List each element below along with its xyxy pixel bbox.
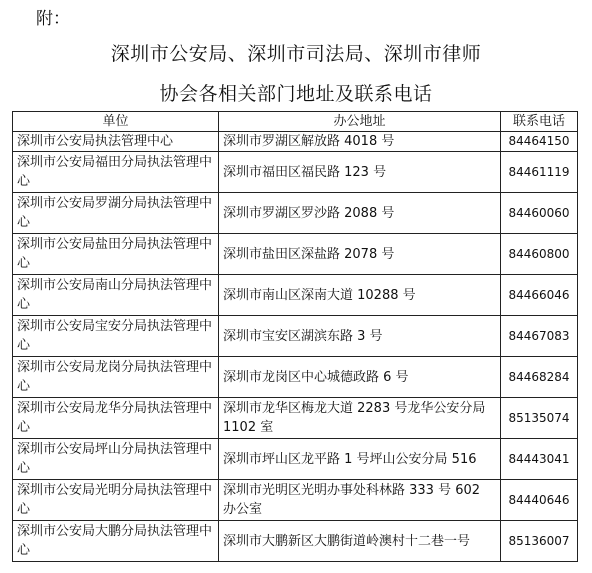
address-cell: 深圳市罗湖区罗沙路 2088 号 bbox=[219, 193, 501, 234]
unit-cell: 深圳市公安局福田分局执法管理中心 bbox=[13, 152, 219, 193]
table-row bbox=[13, 521, 578, 562]
phone-cell: 85136007 bbox=[501, 521, 578, 562]
unit-cell: 深圳市公安局坪山分局执法管理中心 bbox=[13, 439, 219, 480]
table-row bbox=[13, 234, 578, 275]
unit-cell: 深圳市公安局龙华分局执法管理中心 bbox=[13, 398, 219, 439]
unit-cell: 深圳市公安局执法管理中心 bbox=[13, 132, 219, 152]
phone-cell: 84466046 bbox=[501, 275, 578, 316]
phone-cell: 84440646 bbox=[501, 480, 578, 521]
phone-cell: 84460800 bbox=[501, 234, 578, 275]
table-row bbox=[13, 193, 578, 234]
phone-cell: 84467083 bbox=[501, 316, 578, 357]
table-row bbox=[13, 480, 578, 521]
address-cell: 深圳市盐田区深盐路 2078 号 bbox=[219, 234, 501, 275]
attachment-label: 附： bbox=[36, 9, 70, 29]
contact-table bbox=[12, 111, 578, 562]
table-row bbox=[13, 357, 578, 398]
unit-cell: 深圳市公安局龙岗分局执法管理中心 bbox=[13, 357, 219, 398]
phone-cell: 84468284 bbox=[501, 357, 578, 398]
unit-cell: 深圳市公安局盐田分局执法管理中心 bbox=[13, 234, 219, 275]
phone-cell: 84464150 bbox=[501, 132, 578, 152]
phone-cell: 84460060 bbox=[501, 193, 578, 234]
address-cell: 深圳市龙岗区中心城德政路 6 号 bbox=[219, 357, 501, 398]
unit-cell: 深圳市公安局光明分局执法管理中心 bbox=[13, 480, 219, 521]
phone-cell: 84461119 bbox=[501, 152, 578, 193]
address-cell: 深圳市宝安区湖滨东路 3 号 bbox=[219, 316, 501, 357]
unit-cell: 深圳市公安局宝安分局执法管理中心 bbox=[13, 316, 219, 357]
unit-cell: 深圳市公安局大鹏分局执法管理中心 bbox=[13, 521, 219, 562]
unit-cell: 深圳市公安局罗湖分局执法管理中心 bbox=[13, 193, 219, 234]
address-cell: 深圳市大鹏新区大鹏街道岭澳村十二巷一号 bbox=[219, 521, 501, 562]
table-row bbox=[13, 132, 578, 152]
table-row bbox=[13, 152, 578, 193]
address-cell: 深圳市龙华区梅龙大道 2283 号龙华公安分局 1102 室 bbox=[219, 398, 501, 439]
document-title-line-1: 深圳市公安局、深圳市司法局、深圳市律师 bbox=[110, 43, 482, 65]
address-cell: 深圳市罗湖区解放路 4018 号 bbox=[219, 132, 501, 152]
column-header-phone: 联系电话 bbox=[501, 112, 578, 132]
column-header-address: 办公地址 bbox=[219, 112, 501, 132]
column-header-unit: 单位 bbox=[13, 112, 219, 132]
table-header-row bbox=[13, 112, 578, 132]
phone-cell: 84443041 bbox=[501, 439, 578, 480]
phone-cell: 85135074 bbox=[501, 398, 578, 439]
table-row bbox=[13, 398, 578, 439]
address-cell: 深圳市坪山区龙平路 1 号坪山公安分局 516 bbox=[219, 439, 501, 480]
table-row bbox=[13, 275, 578, 316]
table-row bbox=[13, 439, 578, 480]
address-cell: 深圳市福田区福民路 123 号 bbox=[219, 152, 501, 193]
document-title-line-2: 协会各相关部门地址及联系电话 bbox=[159, 83, 433, 105]
table-row bbox=[13, 316, 578, 357]
address-cell: 深圳市南山区深南大道 10288 号 bbox=[219, 275, 501, 316]
address-cell: 深圳市光明区光明办事处科林路 333 号 602 办公室 bbox=[219, 480, 501, 521]
unit-cell: 深圳市公安局南山分局执法管理中心 bbox=[13, 275, 219, 316]
